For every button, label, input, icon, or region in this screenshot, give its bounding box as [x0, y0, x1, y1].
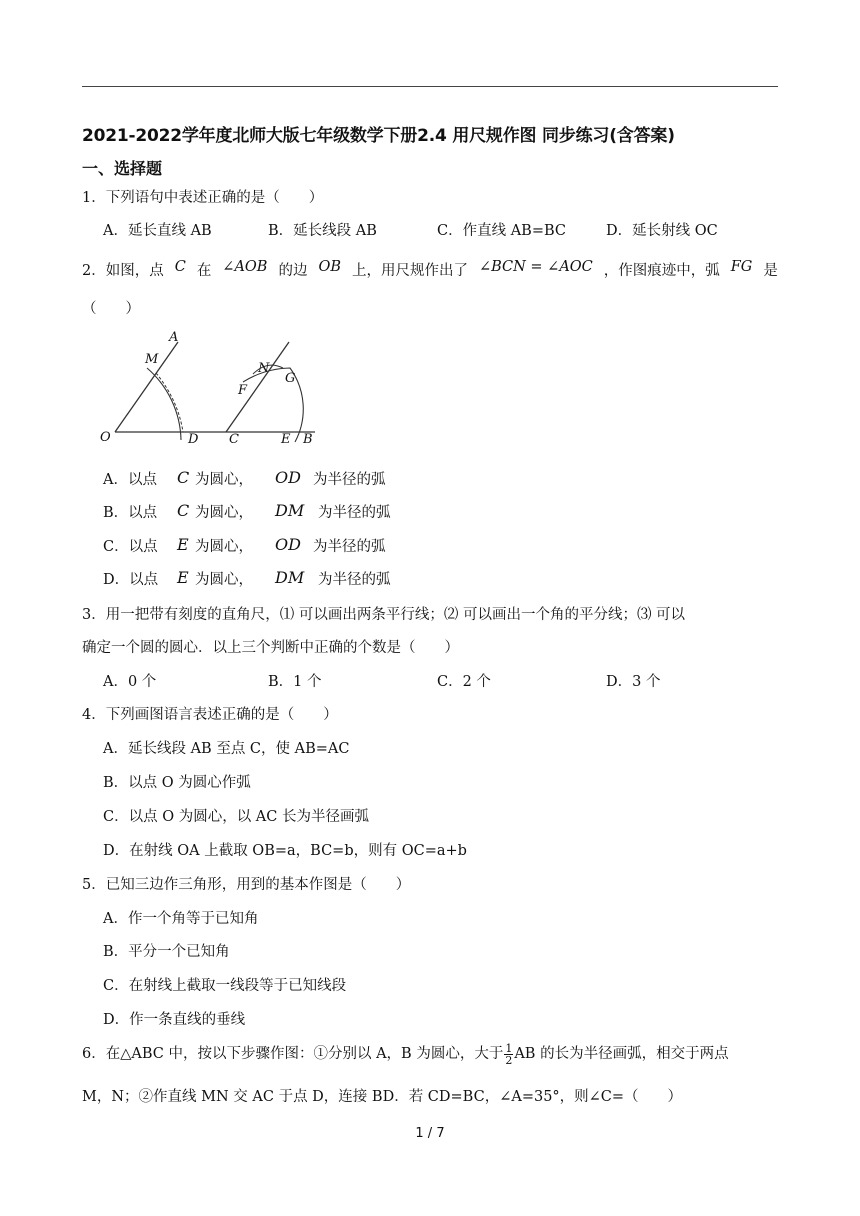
label-f: F: [238, 383, 248, 398]
label-a: A: [169, 330, 179, 345]
label-c: C: [229, 432, 239, 447]
q6-line1-a: 6．在△ABC 中，按以下步骤作图：①分别以 A，B 为圆心，大于: [82, 1046, 504, 1062]
q2-a-mid: 为圆心，: [195, 472, 253, 488]
q2-a-end: 为半径的弧: [313, 472, 386, 488]
q1-option-d: D．延长射线 OC: [606, 223, 718, 239]
q2-d-mid: 为圆心，: [195, 572, 253, 588]
page-number: 1 / 7: [415, 1126, 445, 1141]
q6-line2: M，N；②作直线 MN 交 AC 于点 D，连接 BD．若 CD=BC，∠A=35°，则∠C=（ ）: [82, 1089, 683, 1105]
page-title: 2021-2022学年度北师大版七年级数学下册2.4 用尺规作图 同步练习(含答案): [82, 126, 675, 146]
q2-paren: （ ）: [82, 301, 140, 317]
q3-option-c: C．2 个: [437, 674, 491, 690]
q3-option-a: A．0 个: [103, 674, 157, 690]
q5-option-a: A．作一个角等于已知角: [103, 911, 259, 927]
q6-line1: [82, 1042, 729, 1066]
q2-b-center: C: [177, 501, 190, 520]
q2-stem: [82, 259, 778, 280]
q3-line2: 确定一个圆的圆心．以上三个判断中正确的个数是（ ）: [82, 640, 459, 656]
q2-c-center: E: [177, 535, 189, 554]
q5-stem: 5．已知三边作三角形，用到的基本作图是（ ）: [82, 877, 411, 893]
header-rule: [82, 86, 778, 87]
q5-option-d: D．作一条直线的垂线: [103, 1012, 246, 1028]
q2-b-end: 为半径的弧: [318, 505, 391, 521]
q4-option-b: B．以点 O 为圆心作弧: [103, 775, 251, 791]
q2-stem-is: 是: [763, 263, 778, 279]
label-e: E: [281, 432, 291, 447]
q2-var-ob: OB: [318, 259, 341, 275]
q2-stem-trace: ，作图痕迹中，弧: [603, 263, 720, 279]
section-heading: 一、选择题: [82, 159, 163, 178]
q6-fraction: [504, 1043, 513, 1066]
q5-option-c: C．在射线上截取一线段等于已知线段: [103, 978, 347, 994]
q5-option-b: B．平分一个已知角: [103, 944, 230, 960]
q6-line1-b: AB 的长为半径画弧，相交于两点: [514, 1046, 729, 1062]
label-g: G: [285, 371, 296, 386]
q2-c-end: 为半径的弧: [313, 539, 386, 555]
q1-option-c: C．作直线 AB=BC: [437, 223, 566, 239]
q4-stem: 4．下列画图语言表述正确的是（ ）: [82, 707, 338, 723]
q2-stem-in: 在: [196, 263, 212, 279]
q2-b-label: B．以点: [103, 505, 158, 521]
q1-option-b: B．延长线段 AB: [268, 223, 377, 239]
q2-var-fg: FG: [730, 259, 753, 275]
q2-stem-prefix: 2．如图，点: [82, 263, 164, 279]
label-d: D: [188, 432, 199, 447]
q2-equation: ∠BCN = ∠AOC: [478, 259, 593, 275]
q2-d-radius: DM: [275, 568, 305, 587]
q2-c-radius: OD: [275, 535, 301, 554]
q2-var-c: C: [174, 259, 186, 275]
q2-stem-side: 的边: [278, 263, 308, 279]
q4-option-c: C．以点 O 为圆心，以 AC 长为半径画弧: [103, 809, 369, 825]
label-b: B: [303, 432, 313, 447]
q2-d-label: D．以点: [103, 572, 159, 588]
q6-frac-num: 1: [505, 1041, 513, 1055]
q3-option-d: D．3 个: [606, 674, 661, 690]
q2-d-end: 为半径的弧: [318, 572, 391, 588]
q4-option-a: A．延长线段 AB 至点 C，使 AB=AC: [103, 741, 350, 757]
q2-stem-on: 上，用尺规作出了: [351, 263, 468, 279]
q2-figure: [95, 330, 335, 450]
q2-d-center: E: [177, 568, 189, 587]
q6-frac-den: 2: [505, 1053, 513, 1067]
label-o: O: [100, 430, 111, 445]
label-n: N: [258, 361, 270, 376]
q4-option-d: D．在射线 OA 上截取 OB=a，BC=b，则有 OC=a+b: [103, 843, 467, 859]
q3-line1: 3．用一把带有刻度的直角尺，⑴ 可以画出两条平行线；⑵ 可以画出一个角的平分线；⑶ 可以: [82, 607, 686, 623]
q2-a-radius: OD: [275, 468, 301, 487]
q2-b-mid: 为圆心，: [195, 505, 253, 521]
q2-angle-aob: ∠AOB: [222, 259, 268, 275]
q2-a-label: A．以点: [103, 472, 157, 488]
q2-a-center: C: [177, 468, 190, 487]
label-m: M: [145, 352, 159, 367]
q1-option-a: A．延长直线 AB: [103, 223, 212, 239]
q2-c-label: C．以点: [103, 539, 158, 555]
q2-b-radius: DM: [275, 501, 305, 520]
q2-c-mid: 为圆心，: [195, 539, 253, 555]
q1-stem: 1．下列语句中表述正确的是（ ）: [82, 190, 324, 206]
q3-option-b: B．1 个: [268, 674, 322, 690]
